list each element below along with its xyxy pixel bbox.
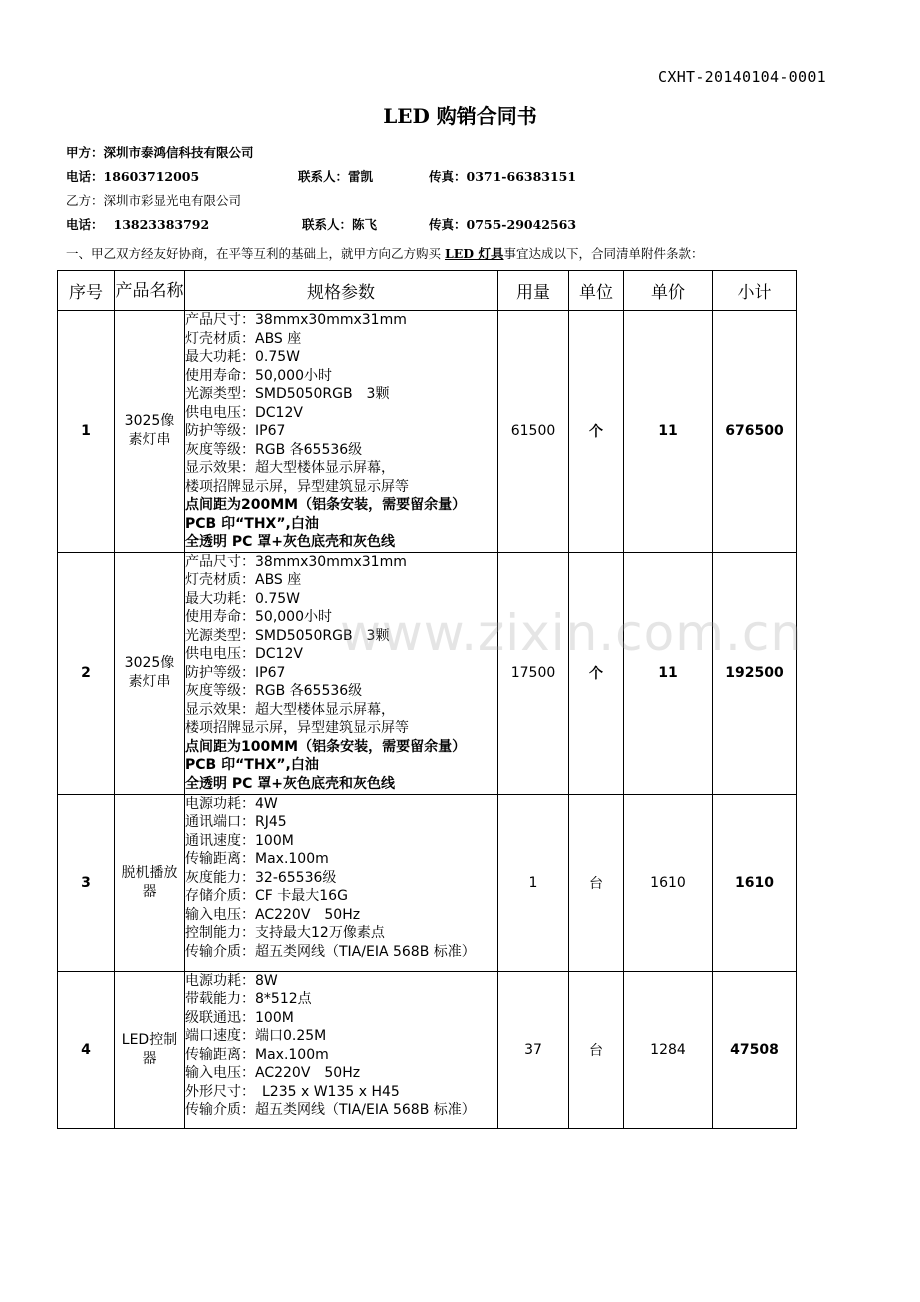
cell-no: 2 (58, 552, 115, 794)
table-header-row (58, 271, 797, 311)
watermark: www.zixin.com.cn (340, 604, 804, 662)
spec-line: 通讯端口：RJ45 (185, 814, 287, 830)
spec-line: 最大功耗：0.75W (185, 590, 301, 607)
party-b-fax (429, 215, 576, 233)
spec-line: 光源类型：SMD5050RGB 3颗 (185, 627, 390, 644)
spec-line: 产品尺寸：38mmx30mmx31mm (185, 553, 407, 570)
spec-line: 灰度等级：RGB 各65536级 (185, 683, 363, 699)
spec-line: 输入电压：AC220V 50Hz (185, 906, 361, 923)
spec-line: 楼项招牌显示屏，异型建筑显示屏等 (185, 478, 409, 495)
spec-line: 光源类型：SMD5050RGB 3颗 (185, 386, 390, 402)
spec-line-highlight: PCB 印“THX”,白油 (185, 757, 319, 773)
spec-line: 通讯速度：100M (185, 832, 294, 849)
spec-line-highlight: 全透明 PC 罩+灰色底壳和灰色线 (185, 534, 396, 550)
spec-line: 存储介质：CF 卡最大16G (185, 888, 348, 904)
table-body (58, 311, 797, 1129)
party-a-contact-value: 雷凯 (348, 169, 374, 184)
spec-line: 楼项招牌显示屏，异型建筑显示屏等 (185, 720, 409, 736)
party-b-phone-label: 电话： (66, 217, 104, 232)
party-b-contact-value: 陈飞 (352, 217, 378, 232)
cell-qty: 1 (498, 794, 569, 971)
header-spec: 规格参数 (185, 271, 498, 311)
spec-line: 供电电压：DC12V (185, 646, 303, 662)
spec-line: 带载能力：8*512点 (185, 991, 312, 1007)
party-b-name: 乙方：深圳市彩显光电有限公司 (66, 193, 242, 208)
cell-product-name: 脱机播放器 (115, 794, 185, 971)
contract-number: CXHT-20140104-0001 (658, 68, 826, 86)
spec-line: 灰度能力：32-65536级 (185, 869, 337, 886)
cell-unit-price: 1610 (624, 794, 713, 971)
spec-line: 最大功耗：0.75W (185, 349, 301, 365)
spec-line: 传输距离：Max.100m (185, 1046, 329, 1063)
cell-subtotal: 47508 (713, 971, 797, 1128)
party-a-phone-label: 电话： (66, 169, 104, 184)
cell-spec (185, 794, 498, 971)
cell-product-name: 3025像素灯串 (115, 311, 185, 553)
cell-spec (185, 552, 498, 794)
party-b-contact-label: 联系人： (302, 217, 353, 232)
spec-line-highlight: 点间距为200MM（铝条安装，需要留余量） (185, 497, 467, 513)
spec-line: 产品尺寸：38mmx30mmx31mm (185, 312, 407, 328)
cell-subtotal: 1610 (713, 794, 797, 971)
spec-line: 端口速度：端口0.25M (185, 1028, 327, 1044)
spec-line: 灰度等级：RGB 各65536级 (185, 441, 363, 458)
spec-line: 传输介质：超五类网线（TIA/EIA 568B 标准） (185, 1102, 476, 1118)
table-row (58, 552, 797, 794)
spec-line: 显示效果：超大型楼体显示屏幕， (185, 460, 395, 476)
header-unit-price: 单价 (624, 271, 713, 311)
product-table (57, 270, 797, 1129)
cell-unit: 台 (569, 971, 624, 1128)
cell-no: 4 (58, 971, 115, 1128)
cell-spec (185, 971, 498, 1128)
cell-qty: 37 (498, 971, 569, 1128)
party-a-contact-label: 联系人： (298, 169, 349, 184)
intro-product: LED 灯具 (444, 246, 504, 261)
party-a-name: 甲方：深圳市泰鸿信科技有限公司 (66, 145, 254, 160)
cell-qty: 17500 (498, 552, 569, 794)
spec-line: 防护等级：IP67 (185, 664, 286, 681)
spec-line: 级联通迅：100M (185, 1009, 294, 1026)
spec-line-highlight: 全透明 PC 罩+灰色底壳和灰色线 (185, 775, 396, 792)
spec-line: 使用寿命：50,000小时 (185, 609, 332, 625)
spec-line: 显示效果：超大型楼体显示屏幕， (185, 701, 395, 718)
spec-line: 外形尺寸： L235 x W135 x H45 (185, 1083, 400, 1100)
table-row (58, 311, 797, 553)
cell-subtotal: 676500 (713, 311, 797, 553)
cell-no: 1 (58, 311, 115, 553)
party-b-fax-label: 传真： (429, 217, 467, 232)
party-b-phone (66, 215, 209, 233)
header-subtotal: 小计 (713, 271, 797, 311)
header-qty: 用量 (498, 271, 569, 311)
cell-unit-price: 11 (624, 311, 713, 553)
header-no: 序号 (58, 271, 115, 311)
spec-line: 供电电压：DC12V (185, 404, 303, 421)
intro-text-after: 事宜达成以下，合同清单附件条款： (503, 246, 704, 261)
intro-clause (66, 244, 704, 262)
party-a-phone (66, 167, 199, 185)
cell-unit-price: 1284 (624, 971, 713, 1128)
cell-spec (185, 311, 498, 553)
cell-unit: 台 (569, 794, 624, 971)
spec-line: 传输距离：Max.100m (185, 851, 329, 867)
party-b-fax-value: 0755-29042563 (466, 217, 577, 232)
spec-line: 使用寿命：50,000小时 (185, 367, 332, 384)
spec-line: 控制能力：支持最大12万像素点 (185, 925, 385, 941)
party-b-phone-value: 13823383792 (113, 217, 210, 232)
party-a-phone-value: 18603712005 (103, 169, 200, 184)
cell-unit-price: 11 (624, 552, 713, 794)
spec-line: 防护等级：IP67 (185, 423, 286, 439)
party-a-fax-label: 传真： (429, 169, 467, 184)
cell-product-name: LED控制器 (115, 971, 185, 1128)
document-title: LED 购销合同书 (383, 104, 537, 128)
spec-line: 输入电压：AC220V 50Hz (185, 1065, 361, 1081)
table-row (58, 971, 797, 1128)
cell-unit: 个 (569, 552, 624, 794)
cell-unit: 个 (569, 311, 624, 553)
cell-product-name: 3025像素灯串 (115, 552, 185, 794)
spec-line: 电源功耗：4W (185, 795, 278, 812)
party-b-contact (302, 215, 377, 233)
party-a-contact (298, 167, 373, 185)
cell-no: 3 (58, 794, 115, 971)
cell-qty: 61500 (498, 311, 569, 553)
intro-text-before: 一、甲乙双方经友好协商，在平等互利的基础上，就甲方向乙方购买 (66, 246, 445, 261)
spec-line: 灯壳材质：ABS 座 (185, 572, 302, 588)
spec-line-highlight: PCB 印“THX”,白油 (185, 515, 319, 532)
spec-line-highlight: 点间距为100MM（铝条安装，需要留余量） (185, 738, 467, 755)
party-a-fax-value: 0371-66383151 (466, 169, 577, 184)
table-row (58, 794, 797, 971)
header-product-name: 产品名称 (115, 271, 185, 311)
spec-line: 电源功耗：8W (185, 972, 278, 989)
cell-subtotal: 192500 (713, 552, 797, 794)
party-a-fax (429, 167, 576, 185)
header-unit: 单位 (569, 271, 624, 311)
spec-line: 传输介质：超五类网线（TIA/EIA 568B 标准） (185, 943, 476, 960)
spec-line: 灯壳材质：ABS 座 (185, 330, 302, 347)
